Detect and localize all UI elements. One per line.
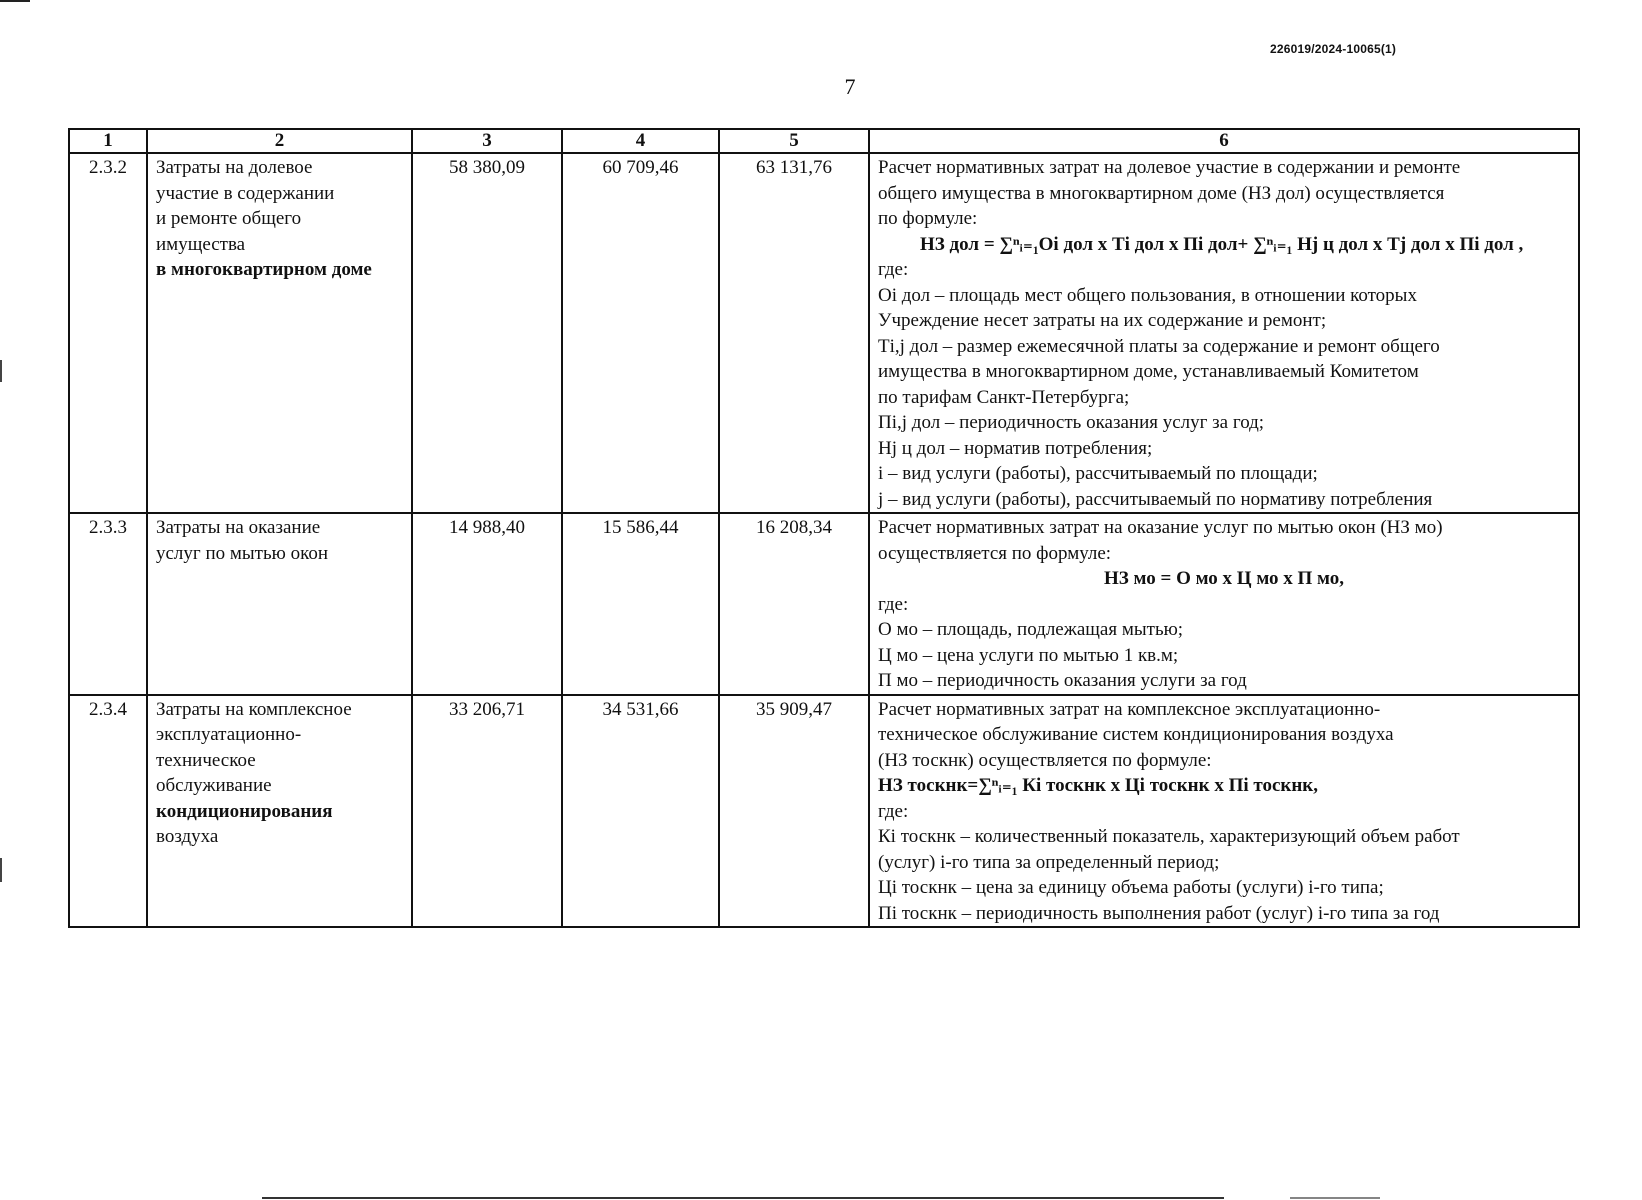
row-name-line: техническое: [156, 749, 256, 771]
cost-table: [68, 128, 1580, 928]
description-line: Расчет нормативных затрат на комплексное эксплуатационно-: [878, 698, 1381, 720]
column-header: 2: [147, 129, 412, 153]
column-header: 5: [719, 129, 869, 153]
value-year-1: 14 988,40: [412, 513, 562, 695]
value-year-3: 16 208,34: [719, 513, 869, 695]
value-year-2: 34 531,66: [562, 695, 719, 928]
column-header: 3: [412, 129, 562, 153]
scan-edge-mark: [0, 360, 2, 382]
value-year-3: 35 909,47: [719, 695, 869, 928]
description-line: Цi тоскнк – цена за единицу объема работы (услуги) i-го типа;: [878, 877, 1384, 898]
formula-line: НЗ мо = О мо х Ц мо х П мо,: [1104, 568, 1344, 589]
description-line: j – вид услуги (работы), рассчитываемый по нормативу потребления: [878, 488, 1433, 510]
row-description: [869, 695, 1579, 928]
value-year-2: 60 709,46: [562, 153, 719, 513]
row-code: 2.3.2: [69, 153, 147, 513]
document-number: 226019/2024-10065(1): [1270, 42, 1397, 56]
row-description: [869, 153, 1579, 513]
description-line: Тi,j дол – размер ежемесячной платы за содержание и ремонт общего: [878, 335, 1440, 357]
row-description: [869, 513, 1579, 695]
description-line: Расчет нормативных затрат на оказание услуг по мытью окон (НЗ мо): [878, 517, 1443, 538]
row-name-line: услуг по мытью окон: [156, 542, 329, 564]
description-line: по тарифам Санкт-Петербурга;: [878, 386, 1130, 408]
description-line: Оi дол – площадь мест общего пользования, в отношении которых: [878, 284, 1417, 306]
row-name-line: и ремонте общего: [156, 208, 302, 229]
scan-bottom-rule: [1290, 1197, 1380, 1199]
description-line: (НЗ тоскнк) осуществляется по формуле:: [878, 749, 1212, 771]
description-line: где:: [878, 593, 909, 615]
row-code: 2.3.3: [69, 513, 147, 695]
description-line: где:: [878, 259, 909, 280]
description-line: осуществляется по формуле:: [878, 542, 1112, 564]
value-year-3: 63 131,76: [719, 153, 869, 513]
description-line: Пi тоскнк – периодичность выполнения работ (услуг) i-го типа за год: [878, 902, 1440, 924]
description-line: Учреждение несет затраты на их содержание и ремонт;: [878, 310, 1327, 331]
formula-line: НЗ тоскнк=∑ⁿᵢ₌₁ Кi тоскнк х Цi тоскнк х Пi тоскнк,: [878, 775, 1318, 796]
row-name-line: обслуживание: [156, 775, 272, 796]
table-row: [69, 695, 1579, 928]
column-header: 6: [869, 129, 1579, 153]
description-line: техническое обслуживание систем кондиционирования воздуха: [878, 724, 1394, 745]
description-line: Ц мо – цена услуги по мытью 1 кв.м;: [878, 644, 1179, 666]
column-header: 1: [69, 129, 147, 153]
description-line: П мо – периодичность оказания услуги за год: [878, 670, 1247, 691]
description-line: Кi тоскнк – количественный показатель, характеризующий объем работ: [878, 826, 1460, 847]
scan-edge-mark: [0, 858, 2, 882]
row-name-line: Затраты на долевое: [156, 157, 313, 178]
row-name-line: участие в содержании: [156, 182, 335, 204]
row-name-line: эксплуатационно-: [156, 724, 302, 745]
description-line: общего имущества в многоквартирном доме (НЗ дол) осуществляется: [878, 182, 1445, 204]
row-name: [147, 695, 412, 928]
description-line: (услуг) i-го типа за определенный период;: [878, 851, 1220, 873]
scan-corner-mark: [0, 0, 30, 2]
description-line: i – вид услуги (работы), рассчитываемый по площади;: [878, 463, 1318, 484]
row-name-line: Затраты на комплексное: [156, 698, 352, 720]
row-name: [147, 153, 412, 513]
row-name-line: воздуха: [156, 826, 219, 847]
description-line: О мо – площадь, подлежащая мытью;: [878, 619, 1184, 640]
scan-bottom-rule: [262, 1197, 1224, 1199]
value-year-1: 58 380,09: [412, 153, 562, 513]
description-line: Пi,j дол – периодичность оказания услуг за год;: [878, 412, 1265, 433]
description-line: где:: [878, 800, 909, 822]
row-name: [147, 513, 412, 695]
row-code: 2.3.4: [69, 695, 147, 928]
page-number: 7: [844, 74, 856, 99]
row-name-line: кондиционирования: [156, 800, 333, 822]
row-name-line: Затраты на оказание: [156, 517, 321, 538]
row-name-line: в многоквартирном доме: [156, 259, 372, 280]
table-row: [69, 153, 1579, 513]
column-header: 4: [562, 129, 719, 153]
value-year-2: 15 586,44: [562, 513, 719, 695]
description-line: Расчет нормативных затрат на долевое участие в содержании и ремонте: [878, 157, 1461, 178]
table-header-row: [69, 129, 1579, 153]
description-line: Нj ц дол – норматив потребления;: [878, 437, 1153, 459]
row-name-line: имущества: [156, 233, 246, 255]
value-year-1: 33 206,71: [412, 695, 562, 928]
formula-line: НЗ дол = ∑ⁿᵢ₌₁Оi дол х Тi дол х Пi дол+ ∑ⁿᵢ₌₁ Нj ц дол х Тj дол х Пi дол ,: [920, 233, 1524, 255]
table-row: [69, 513, 1579, 695]
description-line: имущества в многоквартирном доме, устанавливаемый Комитетом: [878, 361, 1419, 382]
description-line: по формуле:: [878, 208, 978, 229]
